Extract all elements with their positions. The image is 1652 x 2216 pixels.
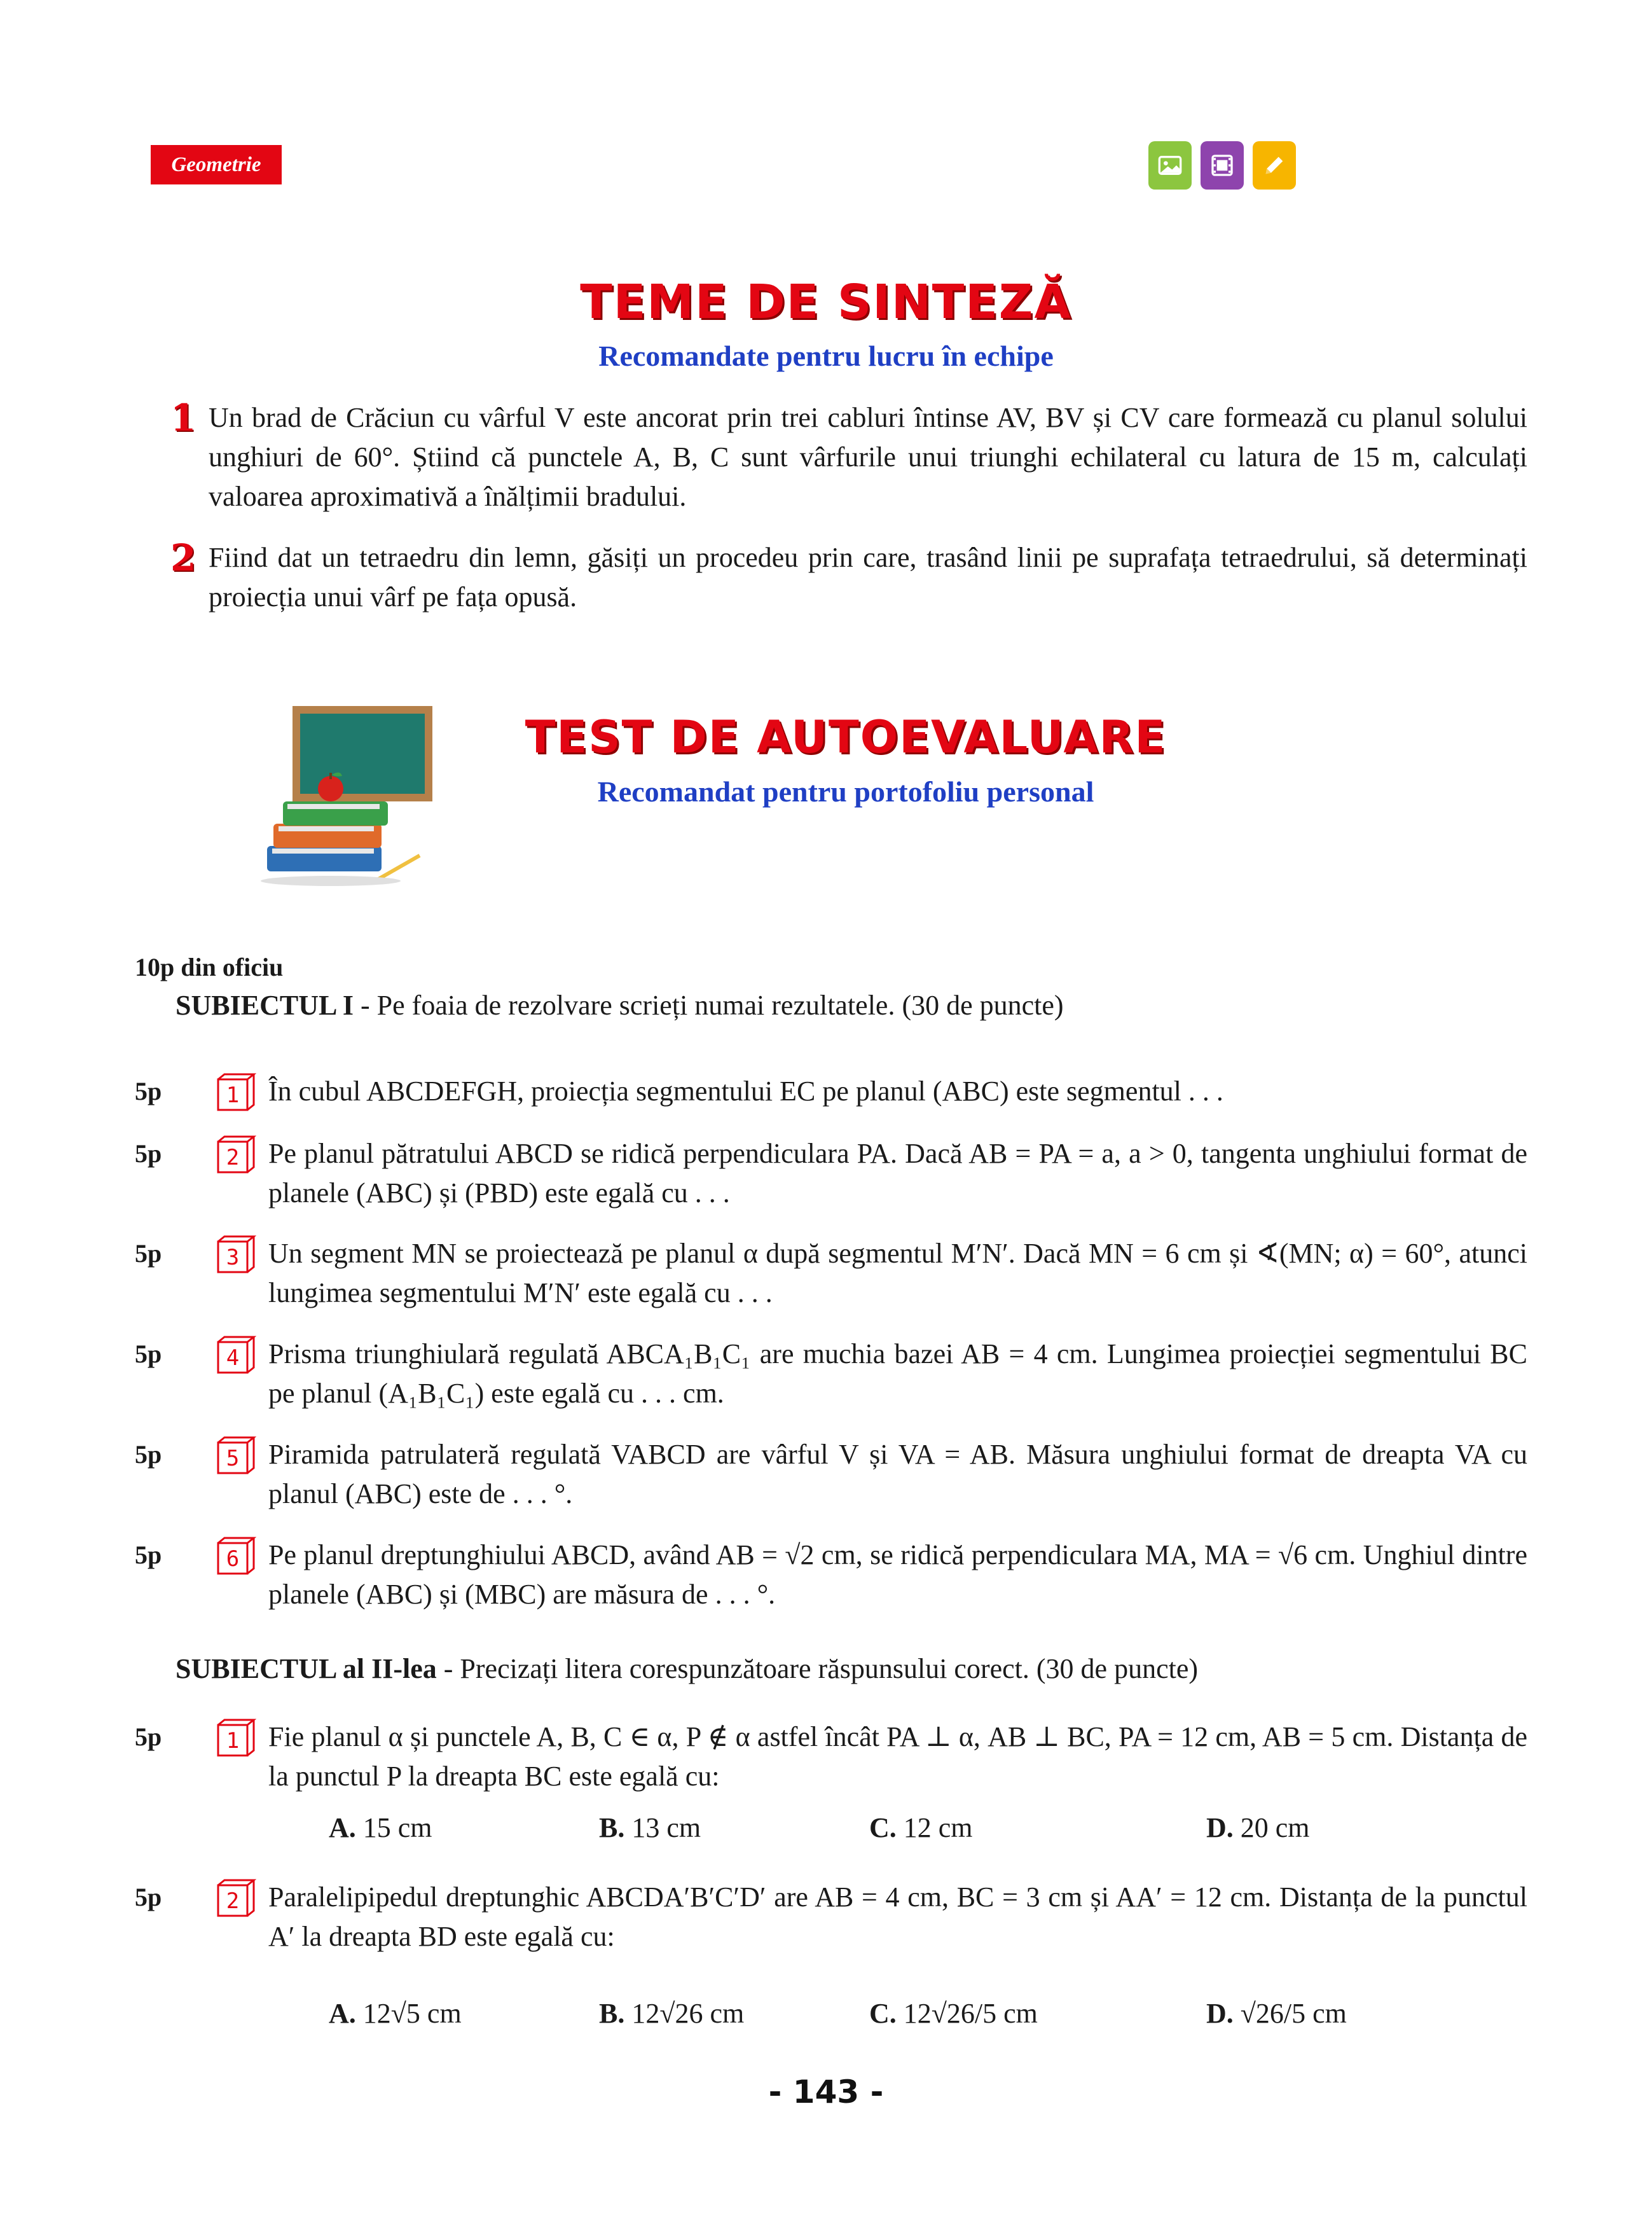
- synthesis-item-number: 2: [170, 536, 196, 579]
- test-title: TEST DE AUTOEVALUARE: [525, 711, 1167, 763]
- subject2-heading: [176, 1652, 1198, 1685]
- synthesis-item-number: 1: [170, 396, 196, 440]
- synthesis-title: TEME DE SINTEZĂ: [580, 275, 1072, 329]
- subject-tag: Geometrie: [151, 145, 282, 184]
- points-label: 5p: [135, 1722, 162, 1751]
- svg-text:3: 3: [226, 1245, 240, 1270]
- item-text: Pe planul dreptunghiului ABCD, având AB = √2 cm, se ridică perpendiculara MA, MA = √6 cm. Unghiul dintre planele (ABC) și (MBC) are măsura de . . . °.: [268, 1539, 1527, 1610]
- oficiu-label: 10p din oficiu: [135, 953, 284, 981]
- synthesis-item-text: Fiind dat un tetraedru din lemn, găsiți un procedeu prin care, trasând linii pe suprafața tetraedrului, să determinați proiecția unui vârf pe fața opusă.: [209, 542, 1527, 613]
- synthesis-item-1: [170, 396, 1527, 516]
- subject2-item-1-choices: [329, 1811, 1476, 1844]
- svg-text:1: 1: [226, 1728, 240, 1754]
- test-subtitle: Recomandat pentru portofoliu personal: [597, 775, 1094, 808]
- number-box-icon: [214, 1334, 256, 1376]
- subject1-label: SUBIECTUL I: [176, 990, 354, 1021]
- subject2-item-2-choices: [329, 1997, 1476, 2030]
- pencil-icon[interactable]: [1253, 141, 1296, 190]
- svg-text:2: 2: [226, 1888, 240, 1914]
- svg-text:5: 5: [226, 1446, 240, 1471]
- film-icon[interactable]: [1201, 141, 1244, 190]
- svg-text:1: 1: [226, 1083, 240, 1108]
- image-icon[interactable]: [1148, 141, 1192, 190]
- choice-d[interactable]: D. √26/5 cm: [1206, 1998, 1347, 2029]
- number-box-icon: [214, 1234, 256, 1276]
- points-label: 5p: [135, 1340, 162, 1368]
- subject2-instruction: - Precizați litera corespunzătoare răspunsului corect. (30 de puncte): [436, 1653, 1199, 1684]
- item-text: Prisma triunghiulară regulată ABCA₁B₁C₁ are muchia bazei AB = 4 cm. Lungimea proiecției segmentului BC pe planul (A₁B₁C₁) este egală cu . . . cm.: [268, 1338, 1527, 1409]
- points-label: 5p: [135, 1239, 162, 1268]
- svg-text:4: 4: [226, 1345, 240, 1371]
- item-text: Fie planul α și punctele A, B, C ∈ α, P ∉ α astfel încât PA ⊥ α, AB ⊥ BC, PA = 12 cm, AB = 5 cm. Distanța de la punctul P la dreapta BC este egală cu:: [268, 1721, 1527, 1792]
- item-text: În cubul ABCDEFGH, proiecția segmentului EC pe planul (ABC) este segmentul . . .: [268, 1076, 1223, 1107]
- synthesis-item-2: [170, 536, 1527, 617]
- item-text: Un segment MN se proiectează pe planul α după segmentul M′N′. Dacă MN = 6 cm și ∢(MN; α) = 60°, atunci lungimea segmentului M′N′ este egală cu . . .: [268, 1238, 1527, 1308]
- choice-d[interactable]: D. 20 cm: [1206, 1812, 1310, 1843]
- synthesis-subtitle: Recomandate pentru lucru în echipe: [598, 340, 1054, 372]
- subject1-instruction: - Pe foaia de rezolvare scrieți numai rezultatele. (30 de puncte): [354, 990, 1064, 1021]
- number-box-icon: [214, 1878, 256, 1920]
- points-label: 5p: [135, 1541, 162, 1569]
- page-number: - 143 -: [768, 2074, 884, 2110]
- choice-c[interactable]: C. 12 cm: [869, 1812, 973, 1843]
- choice-a[interactable]: A. 12√5 cm: [329, 1998, 462, 2029]
- points-label: 5p: [135, 1883, 162, 1911]
- number-box-icon: [214, 1535, 256, 1577]
- item-text: Piramida patrulateră regulată VABCD are vârful V și VA = AB. Măsura unghiului format de dreapta VA cu planul (ABC) este de . . . °.: [268, 1439, 1527, 1509]
- item-text: Paralelipipedul dreptunghic ABCDA′B′C′D′ are AB = 4 cm, BC = 3 cm și AA′ = 12 cm. Distanța de la punctul A′ la dreapta BD este egală cu:: [268, 1881, 1527, 1952]
- number-box-icon: [214, 1072, 256, 1114]
- svg-text:6: 6: [226, 1546, 240, 1572]
- points-label: 5p: [135, 1440, 162, 1469]
- item-text: Pe planul pătratului ABCD se ridică perpendiculara PA. Dacă AB = PA = a, a > 0, tangenta unghiului format de planele (ABC) și (PBD) este egală cu . . .: [268, 1138, 1527, 1208]
- synthesis-item-text: Un brad de Crăciun cu vârful V este ancorat prin trei cabluri întinse AV, BV și CV care formează cu planul solului unghiuri de 60°. Știind că punctele A, B, C sunt vârfurile unui triunghi echilateral cu latura de 15 m, calculați valoarea aproximativă a înălțimii bradului.: [209, 402, 1527, 512]
- subject1-heading: [176, 989, 1064, 1021]
- subject2-label: SUBIECTUL al II-lea: [176, 1653, 437, 1684]
- points-label: 5p: [135, 1077, 162, 1105]
- choice-a[interactable]: A. 15 cm: [329, 1812, 432, 1843]
- number-box-icon: [214, 1134, 256, 1176]
- points-label: 5p: [135, 1139, 162, 1168]
- chalkboard-books-illustration: [261, 700, 439, 890]
- choice-c[interactable]: C. 12√26/5 cm: [869, 1998, 1038, 2029]
- number-box-icon: [214, 1435, 256, 1477]
- choice-b[interactable]: B. 13 cm: [599, 1812, 701, 1843]
- number-box-icon: [214, 1717, 256, 1759]
- svg-text:2: 2: [226, 1145, 240, 1170]
- media-icons: [1148, 141, 1296, 190]
- choice-b[interactable]: B. 12√26 cm: [599, 1998, 745, 2029]
